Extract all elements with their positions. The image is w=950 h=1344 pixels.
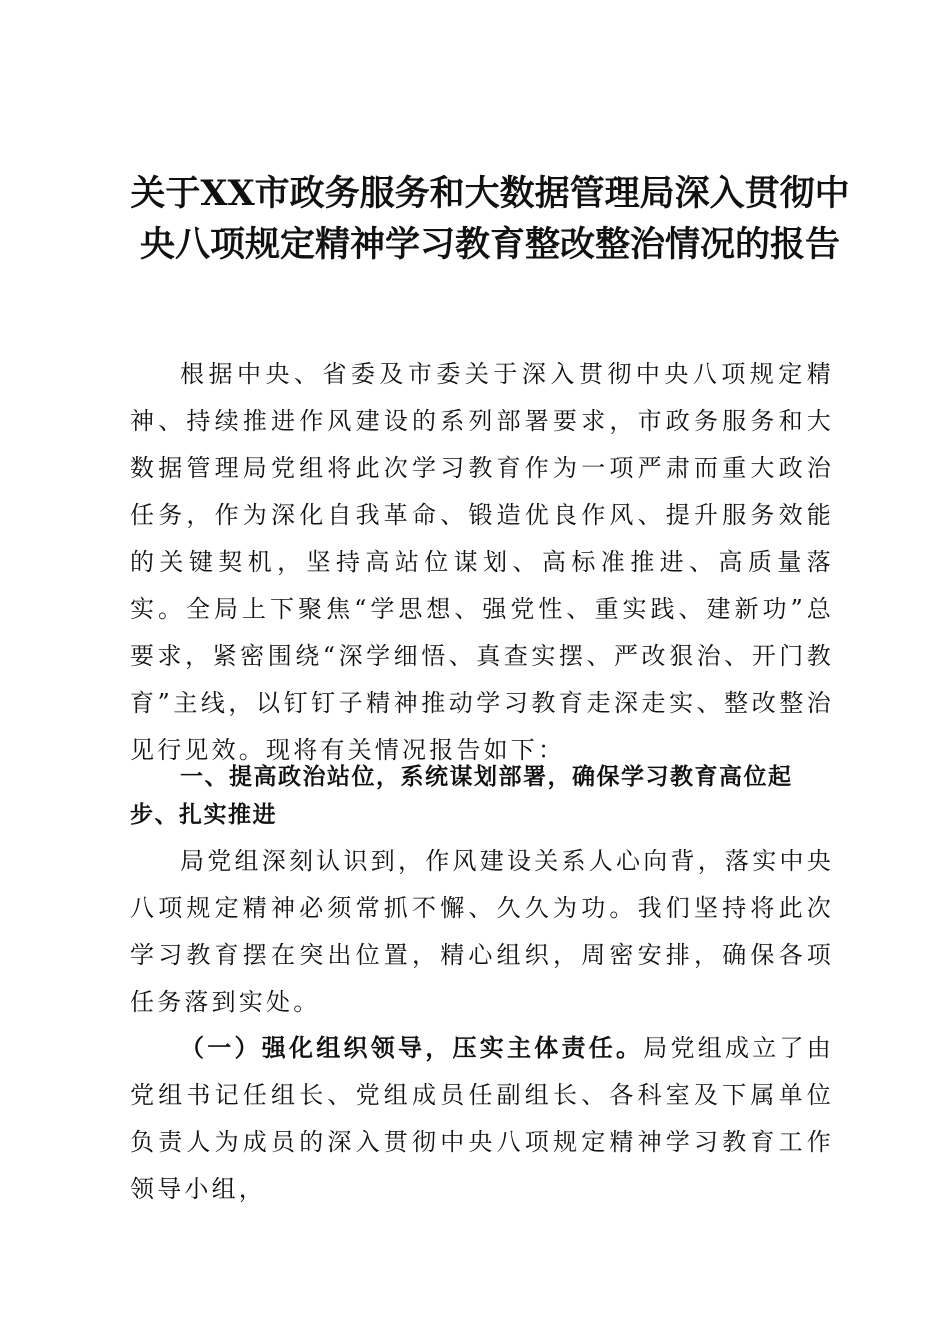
subsection-1-paragraph [130, 1024, 834, 1213]
subsection-1-lead: （一）强化组织领导，压实主体责任。 [180, 1033, 644, 1062]
subsection-1-text: 局党组成立了由党组书记任组长、党组成员任副组长、各科室及下属单位负责人为成员的深入贯彻中央八项规定精神学习教育工作领导小组， [130, 1034, 834, 1203]
section-1-heading: 一、提高政治站位，系统谋划部署，确保学习教育高位起步、扎实推进 [130, 764, 793, 828]
intro-paragraph: 根据中央、省委及市委关于深入贯彻中央八项规定精神、持续推进作风建设的系列部署要求，市政务服务和大数据管理局党组将此次学习教育作为一项严肃而重大政治任务，作为深化自我革命、锻造优良作风、提升服务效能的关键契机，坚持高站位谋划、高标准推进、高质量落实。全局上下聚焦“学思想、强党性、重实践、建新功”总要求，紧密围绕“深学细悟、真查实摆、严改狠治、开门教育”主线，以钉钉子精神推动学习教育走深走实、整改整治见行见效。现将有关情况报告如下： [130, 360, 834, 764]
document-title: 关于XX市政务服务和大数据管理局深入贯彻中央八项规定精神学习教育整改整治情况的报告 [130, 173, 850, 265]
section-1-paragraph: 局党组深刻认识到，作风建设关系人心向背，落实中央八项规定精神必须常抓不懈、久久为功。我们坚持将此次学习教育摆在突出位置，精心组织，周密安排，确保各项任务落到实处。 [130, 847, 834, 1016]
